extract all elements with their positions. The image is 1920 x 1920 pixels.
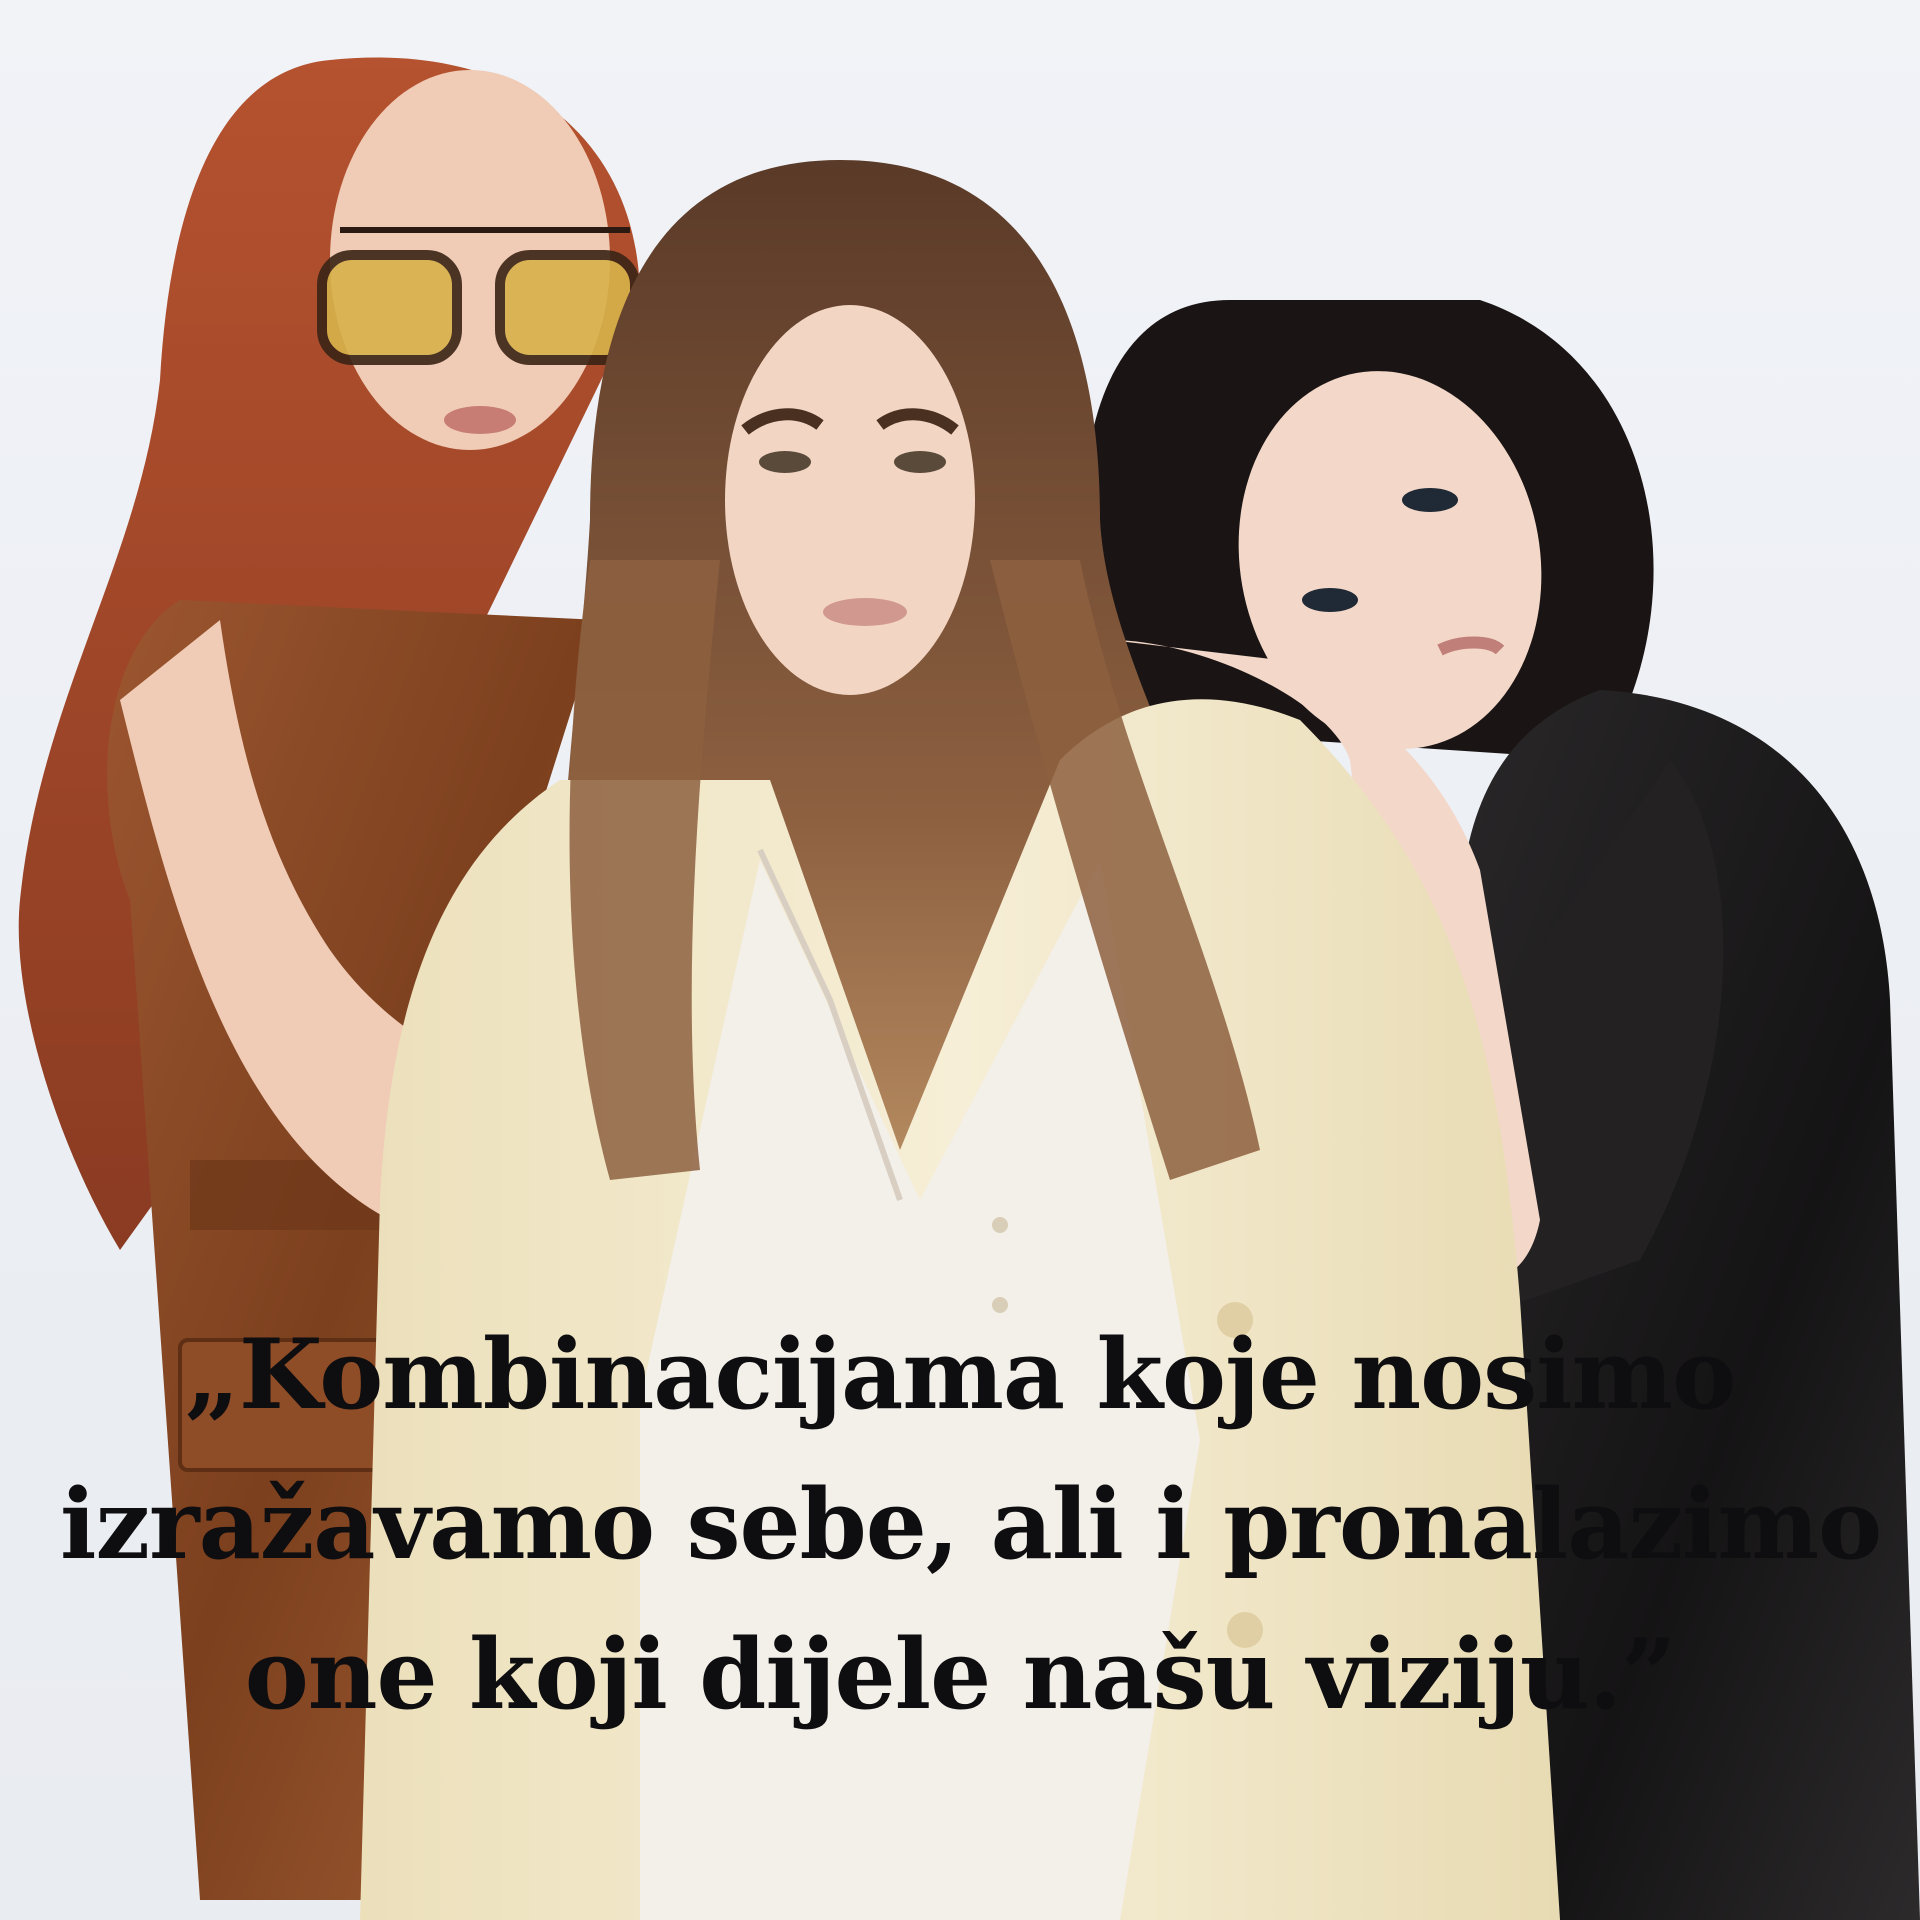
quote-line-2: izražavamo sebe, ali i pronalazimo — [60, 1468, 1882, 1581]
quote-line-3: one koji dijele našu viziju.” — [244, 1618, 1676, 1731]
quote-line-1: „Kombinacijama koje nosimo — [184, 1318, 1736, 1431]
quote-text — [60, 1300, 1882, 1750]
